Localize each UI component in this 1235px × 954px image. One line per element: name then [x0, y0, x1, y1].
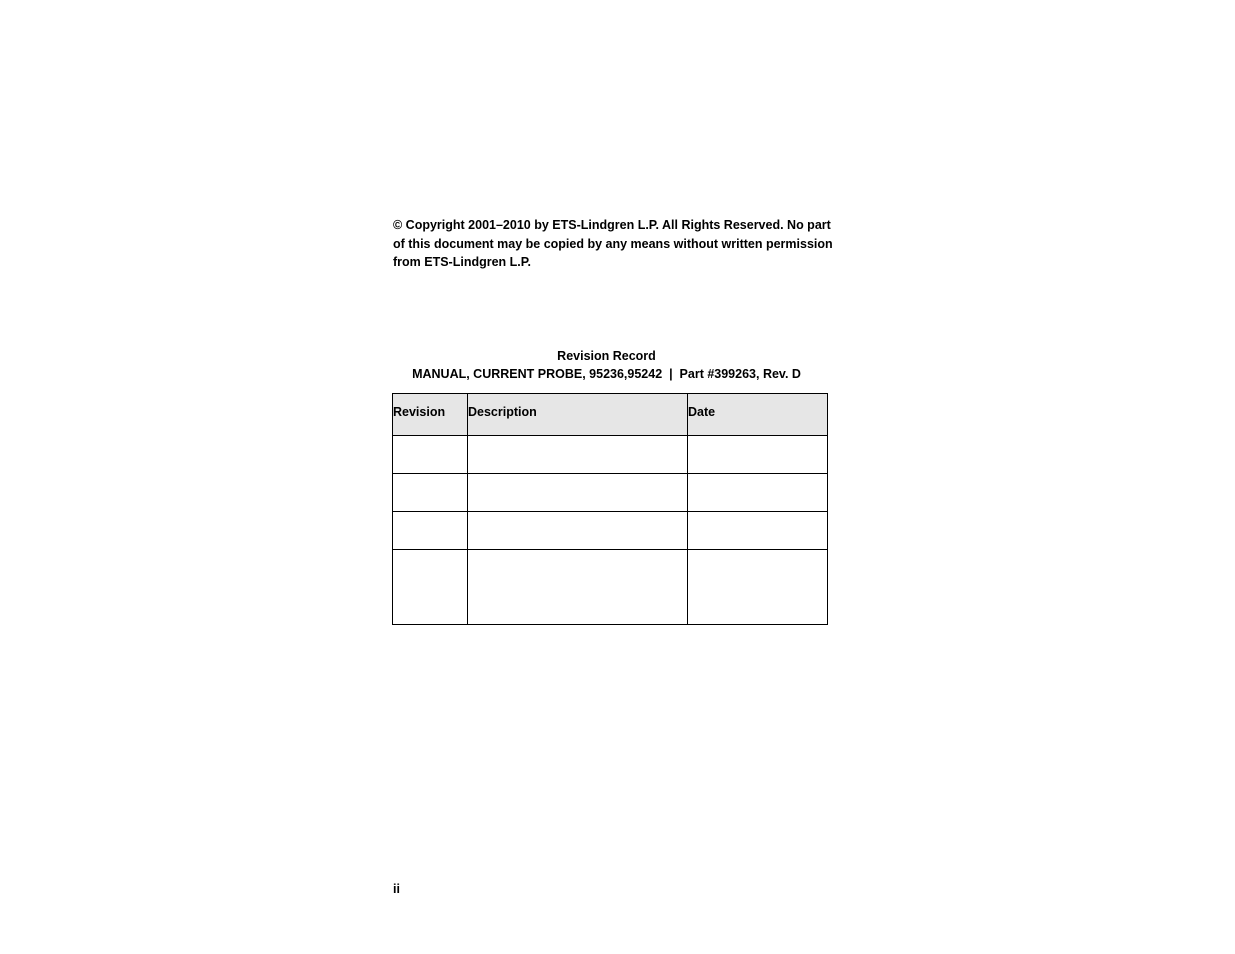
table-row — [393, 550, 828, 625]
revision-record-title: Revision Record — [557, 349, 656, 363]
description-cell — [468, 436, 688, 474]
description-cell — [468, 512, 688, 550]
table-row — [393, 512, 828, 550]
table-header-row — [393, 394, 828, 436]
date-cell — [688, 474, 828, 512]
description-cell — [468, 550, 688, 625]
column-header-revision: Revision — [393, 394, 468, 436]
copyright-notice: © Copyright 2001–2010 by ETS-Lindgren L.P. All Rights Reserved. No part of this document may be copied by any means without written permission from ETS-Lindgren L.P. — [393, 218, 833, 269]
column-header-description: Description — [468, 394, 688, 436]
revision-cell — [393, 436, 468, 474]
revision-cell — [393, 512, 468, 550]
revision-cell — [393, 550, 468, 625]
page-number: ii — [393, 882, 400, 896]
revision-table — [392, 393, 828, 625]
date-cell — [688, 512, 828, 550]
description-cell — [468, 474, 688, 512]
revision-cell — [393, 474, 468, 512]
date-cell — [688, 436, 828, 474]
column-header-date: Date — [688, 394, 828, 436]
table-row — [393, 474, 828, 512]
revision-record-subtitle: MANUAL, CURRENT PROBE, 95236,95242 | Part #399263, Rev. D — [412, 367, 801, 381]
date-cell — [688, 550, 828, 625]
table-row — [393, 436, 828, 474]
